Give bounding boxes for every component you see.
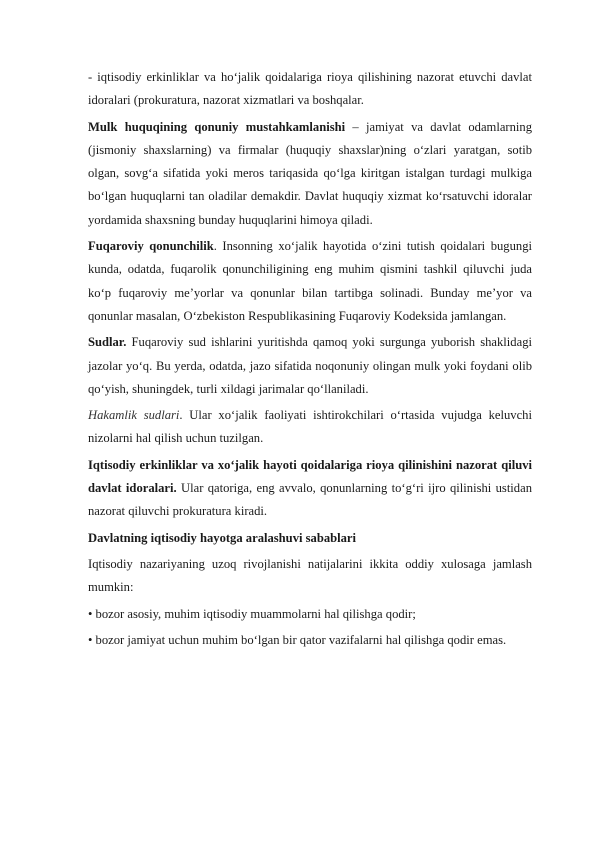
paragraph-text: Fuqaroviy sud ishlarini yuritishda qamoq yoki surgunga yuborish shaklidagi jazolar yo‘q. Bu yerda, odatda, jazo sifatida noqonuniy olingan mulk yoki foydani olib qo‘yish, shuningdek, turli xildagi jarimalar qo‘llaniladi.: [88, 335, 532, 396]
paragraph-property-rights: [88, 116, 532, 232]
paragraph-courts: [88, 331, 532, 401]
paragraph-text: Ular qatoriga, eng avvalo, qonunlarning to‘g‘ri ijro qilinishi ustidan nazorat qiluvchi prokuratura kiradi.: [88, 481, 532, 519]
paragraph-heading: Iqtisodiy erkinliklar va xo‘jalik hayoti qoidalariga rioya qilinishini nazorat qiluvi davlat idoralari.: [88, 457, 532, 496]
bullet-item: [88, 603, 532, 626]
paragraph-text: – jamiyat va davlat odamlarning (jismoniy shaxslarning) va firmalar (huquqiy shaxslar)ning o‘zlari yaratgan, sotib olgan, sovg‘a sifatida yoki meros tariqasida qo‘lga kiritgan istalgan turdagi mulkiga bo‘lgan huquqlarni tan oladilar demakdir. Davlat huquqiy xizmat ko‘rsatuvchi idoralar yordamida shaxsning bunday huquqlarini himoya qiladi.: [88, 119, 533, 227]
paragraph-arbitration: [88, 404, 532, 451]
bullet-text: • bozor jamiyat uchun muhim bo‘lgan bir qator vazifalarni hal qilishga qodir emas.: [88, 632, 507, 647]
paragraph-heading: Mulk huquqining qonuniy mustahkamlanishi: [88, 119, 346, 134]
paragraph-text: - iqtisodiy erkinliklar va ho‘jalik qoidalariga rioya qilishining nazorat etuvchi davlat idoralari (prokuratura, nazorat xizmatlari va boshqalar.: [88, 70, 532, 108]
paragraph-text: . Insonning xo‘jalik hayotida o‘zini tutish qoidalari bugungi kunda, odatda, fuqarolik qonunchiligining eng muhim qismini tashkil qiluvchi juda ko‘p fuqaroviy me’yorlar va qonunlar bilan tartibga solinadi. Bunday me’yor va qonunlar masalan, O‘zbekiston Respublikasining Fuqaroviy Kodeksida jamlangan.: [88, 239, 532, 323]
paragraph-heading: Sudlar.: [88, 335, 127, 350]
bullet-text: • bozor asosiy, muhim iqtisodiy muammolarni hal qilishga qodir;: [88, 606, 416, 621]
paragraph-text: . Ular xo‘jalik faoliyati ishtirokchilari o‘rtasida vujudga keluvchi nizolarni hal qilish uchun tuzilgan.: [88, 408, 532, 446]
paragraph-heading: Fuqaroviy qonunchilik: [88, 239, 214, 254]
bullet-item: [88, 629, 532, 652]
section-heading-text: Davlatning iqtisodiy hayotga aralashuvi sabablari: [88, 530, 357, 545]
paragraph-state-bodies: [88, 454, 532, 524]
paragraph-civil-law: [88, 235, 532, 328]
paragraph-heading: Hakamlik sudlari: [88, 408, 180, 423]
paragraph-control-bodies: [88, 66, 532, 113]
section-heading: [88, 527, 532, 550]
paragraph-text: Iqtisodiy nazariyaning uzoq rivojlanishi natijalarini ikkita oddiy xulosaga jamlash mumkin:: [88, 556, 532, 595]
paragraph-conclusions: [88, 553, 532, 600]
